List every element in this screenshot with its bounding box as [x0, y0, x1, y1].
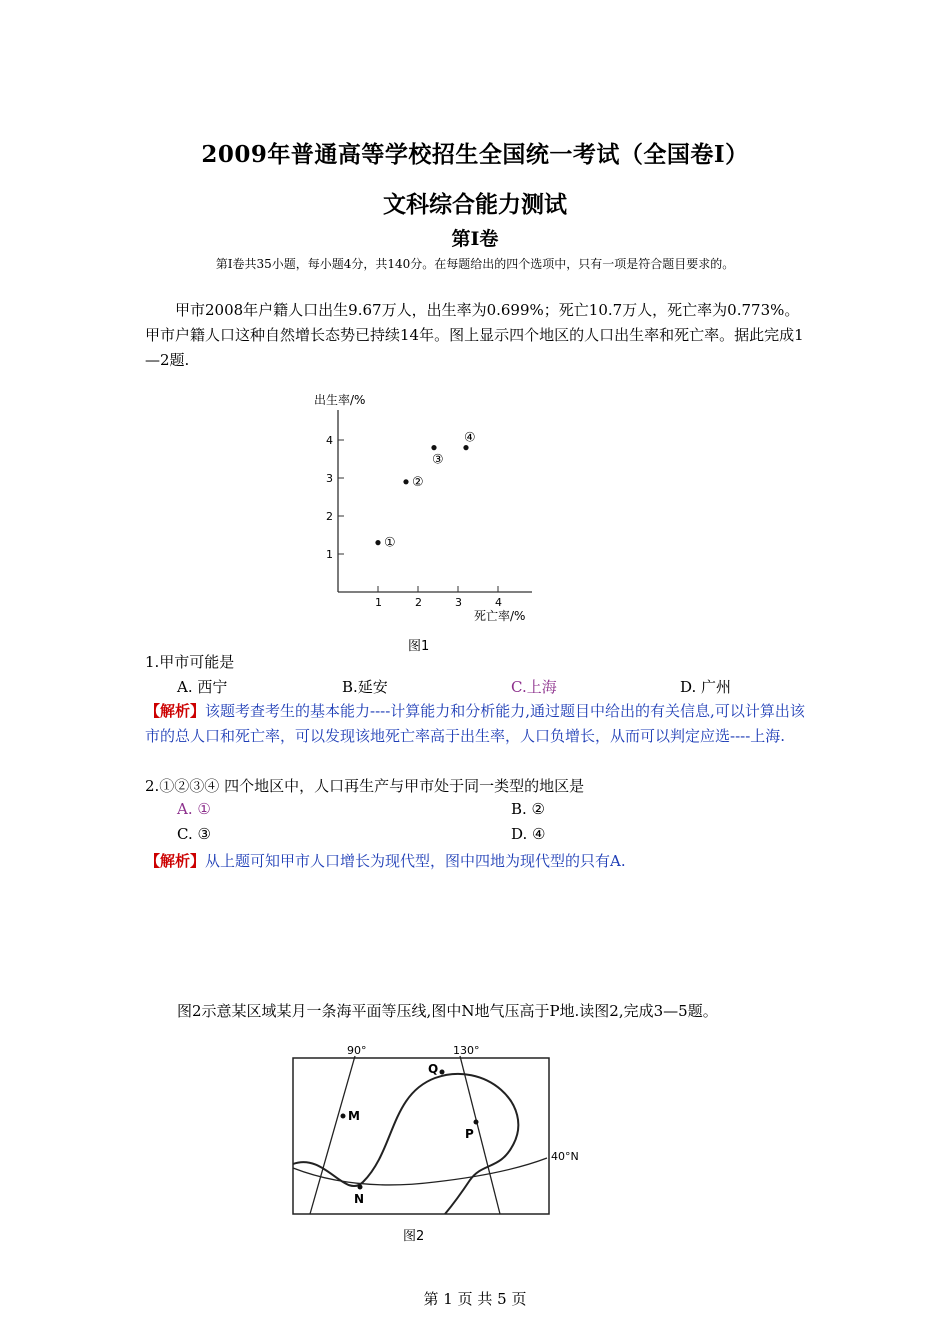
point-n — [358, 1185, 363, 1190]
data-point-label-4: ④ — [464, 430, 476, 446]
intro-paragraph-2: 图2示意某区域某月一条海平面等压线,图中N地气压高于P地.读图2,完成3—5题。 — [177, 1002, 718, 1020]
data-point-label-3: ③ — [432, 452, 444, 468]
figure-2-caption: 图2 — [403, 1229, 425, 1244]
q1-option-c: C.上海 — [511, 678, 557, 696]
q2-stem: 2.①②③④ 四个地区中，人口再生产与甲市处于同一类型的地区是 — [145, 777, 585, 795]
analysis-text: 该题考查考生的基本能力----计算能力和分析能力,通过题目中给出的有关信息,可以计算出该市的总人口和死亡率，可以发现该地死亡率高于出生率，人口负增长，从而可以判定应选----上海. — [145, 702, 805, 745]
y-tick-label: 3 — [326, 472, 333, 485]
instruction-note: 第I卷共35小题，每小题4分，共140分。在每题给出的四个选项中，只有一项是符合题目要求的。 — [215, 257, 735, 271]
parallel-40n — [293, 1158, 547, 1185]
figure-1-caption: 图1 — [408, 639, 430, 654]
exam-title: 2009年普通高等学校招生全国统一考试（全国卷I） — [201, 141, 749, 168]
x-axis-label: 死亡率/% — [474, 609, 526, 623]
map-frame — [293, 1058, 549, 1214]
label-n: N — [354, 1192, 365, 1206]
analysis-tag: 【解析】 — [145, 852, 206, 870]
data-point-4 — [463, 445, 468, 450]
chart-axes — [326, 410, 532, 609]
q2-option-c: C. ③ — [177, 825, 211, 843]
data-point-3 — [431, 445, 436, 450]
data-point-2 — [403, 479, 408, 484]
exam-subtitle: 文科综合能力测试 — [383, 191, 567, 218]
analysis-tag: 【解析】 — [145, 702, 206, 720]
label-lat-40n: 40°N — [551, 1150, 579, 1163]
figure-2-map — [285, 1040, 595, 1250]
point-m — [341, 1114, 346, 1119]
x-tick-label: 4 — [495, 596, 502, 609]
page-footer: 第 1 页 共 5 页 — [423, 1290, 527, 1308]
q1-option-b: B.延安 — [342, 678, 388, 696]
y-axis-label: 出生率/% — [314, 393, 366, 407]
x-tick-label: 3 — [455, 596, 462, 609]
chart-points — [375, 431, 475, 551]
q2-option-b: B. ② — [511, 800, 546, 818]
volume-title: 第I卷 — [451, 228, 499, 250]
figure-1-chart — [300, 382, 550, 657]
meridian-90 — [310, 1056, 355, 1214]
q1-analysis — [145, 699, 810, 749]
label-q: Q — [428, 1062, 439, 1076]
q1-option-d: D. 广州 — [680, 678, 732, 696]
label-lon-130: 130° — [453, 1044, 480, 1057]
isobar-line — [293, 1074, 518, 1214]
analysis-text: 从上题可知甲市人口增长为现代型，图中四地为现代型的只有A. — [205, 852, 626, 870]
y-tick-label: 1 — [326, 548, 333, 561]
x-tick-label: 1 — [375, 596, 382, 609]
q2-option-a: A. ① — [177, 800, 211, 818]
q1-option-a: A. 西宁 — [177, 678, 228, 696]
data-point-label-1: ① — [384, 535, 396, 551]
x-tick-label: 2 — [415, 596, 422, 609]
y-tick-label: 2 — [326, 510, 333, 523]
q1-stem: 1.甲市可能是 — [145, 653, 235, 671]
data-point-1 — [375, 540, 380, 545]
y-tick-label: 4 — [326, 434, 333, 447]
label-m: M — [348, 1109, 360, 1123]
point-q — [440, 1070, 445, 1075]
point-p — [474, 1120, 479, 1125]
label-p: P — [465, 1127, 474, 1141]
data-point-label-2: ② — [412, 474, 424, 490]
q2-option-d: D. ④ — [511, 825, 546, 843]
label-lon-90: 90° — [347, 1044, 367, 1057]
intro-paragraph-1: 甲市2008年户籍人口出生9.67万人，出生率为0.699%；死亡10.7万人，死亡率为0.773%。甲市户籍人口这种自然增长态势已持续14年。图上显示四个地区的人口出生率和死亡率。据此完成1—2题. — [145, 301, 804, 369]
q2-analysis — [145, 849, 810, 874]
